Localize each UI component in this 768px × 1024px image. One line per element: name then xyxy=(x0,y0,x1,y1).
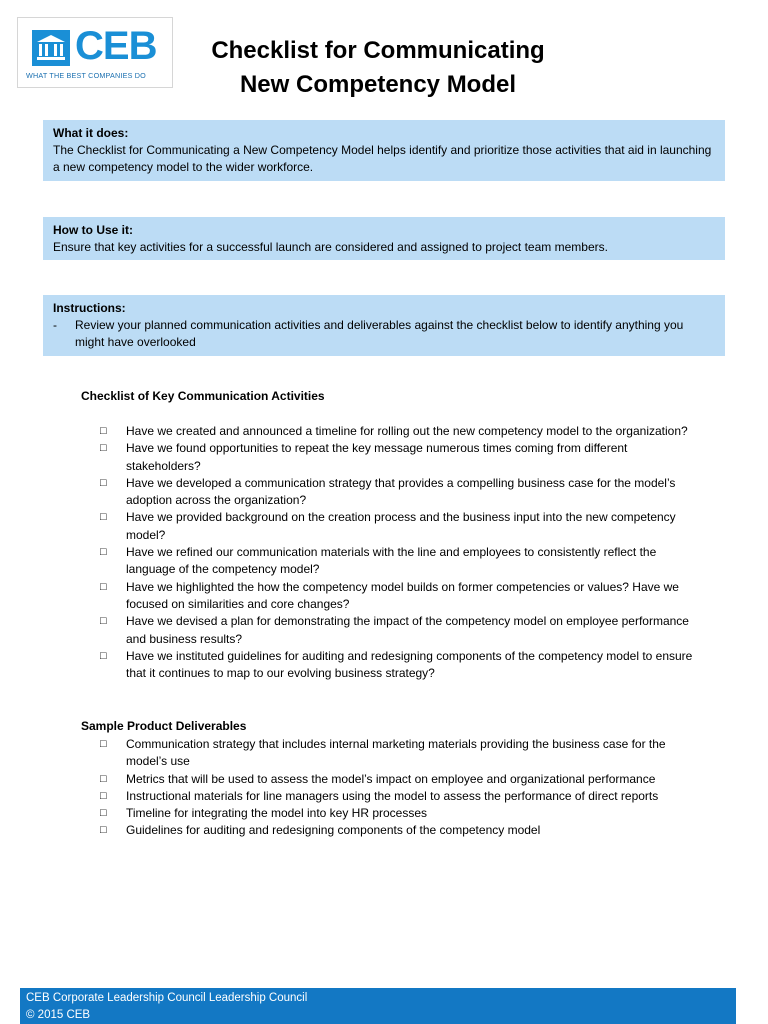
footer-line-1: CEB Corporate Leadership Council Leadership Council xyxy=(26,992,308,1004)
footer-line-2: © 2015 CEB xyxy=(26,1008,91,1021)
checklist-item[interactable] xyxy=(100,475,700,510)
checkbox-icon[interactable]: □ xyxy=(100,511,107,524)
what-it-does-box xyxy=(43,120,725,181)
checkbox-icon[interactable]: □ xyxy=(100,772,107,785)
checklist-heading: Checklist of Key Communication Activities xyxy=(81,389,325,403)
ceb-logo xyxy=(17,17,173,88)
checkbox-icon[interactable]: □ xyxy=(100,824,107,837)
checkbox-icon[interactable]: □ xyxy=(100,546,107,559)
deliverable-item[interactable] xyxy=(100,822,700,839)
logo-tagline: WHAT THE BEST COMPANIES DO xyxy=(26,71,146,80)
checkbox-icon[interactable]: □ xyxy=(100,580,107,593)
how-to-use-box xyxy=(43,217,725,260)
checkbox-icon[interactable]: □ xyxy=(100,442,107,455)
deliverable-item-text: Timeline for integrating the model into key HR processes xyxy=(126,806,428,821)
instructions-label: Instructions: xyxy=(53,301,126,315)
how-to-use-text: Ensure that key activities for a successful launch are considered and assigned to project team members. xyxy=(53,240,608,254)
checklist-item[interactable] xyxy=(100,423,700,440)
checklist-item-text: Have we highlighted the how the competency model builds on former competencies or values? Have we focused on similarities and core changes? xyxy=(126,579,679,611)
checklist-item-text: Have we refined our communication materials with the line and employees to consistently reflect the language of the competency model? xyxy=(126,545,657,577)
checklist-item[interactable] xyxy=(100,440,700,475)
deliverable-item[interactable] xyxy=(100,788,700,805)
checklist-item-text: Have we found opportunities to repeat the key message numerous times coming from different stakeholders? xyxy=(126,441,628,473)
page-title xyxy=(190,34,566,102)
page-footer xyxy=(20,988,736,1024)
deliverable-item-text: Metrics that will be used to assess the model’s impact on employee and organizational performance xyxy=(126,771,656,786)
checklist-item-text: Have we developed a communication strategy that provides a compelling business case for the model’s adoption across the organization? xyxy=(126,475,676,508)
checkbox-icon[interactable]: □ xyxy=(100,476,107,489)
checklist-list xyxy=(100,423,700,682)
title-line-2: New Competency Model xyxy=(239,71,517,98)
checklist-item[interactable] xyxy=(100,509,700,544)
deliverable-item[interactable] xyxy=(100,805,700,822)
checklist-item-text: Have we devised a plan for demonstrating the impact of the competency model on employee performance and business results? xyxy=(126,614,689,646)
logo-wordmark: CEB xyxy=(75,24,157,68)
checkbox-icon[interactable]: □ xyxy=(100,649,107,662)
instructions-item-text: Review your planned communication activities and deliverables against the checklist below to identify anything you might have overlooked xyxy=(75,318,684,349)
deliverables-list xyxy=(100,736,700,840)
checklist-item[interactable] xyxy=(100,648,700,683)
instructions-item xyxy=(53,317,715,351)
deliverable-item[interactable] xyxy=(100,771,700,788)
checklist-item-text: Have we provided background on the creation process and the business input into the new competency model? xyxy=(126,510,676,542)
checkbox-icon[interactable]: □ xyxy=(100,425,107,437)
checkbox-icon[interactable]: □ xyxy=(100,615,107,628)
title-line-1: Checklist for Communicating xyxy=(211,37,545,64)
instructions-box xyxy=(43,295,725,356)
checkbox-icon[interactable]: □ xyxy=(100,807,107,820)
deliverables-heading: Sample Product Deliverables xyxy=(81,719,247,733)
checklist-item[interactable] xyxy=(100,613,700,648)
checklist-item[interactable] xyxy=(100,544,700,579)
checklist-item-text: Have we created and announced a timeline for rolling out the new competency model to the organization? xyxy=(126,424,688,438)
checkbox-icon[interactable]: □ xyxy=(100,738,107,750)
deliverable-item-text: Instructional materials for line managers using the model to assess the performance of direct reports xyxy=(126,788,659,803)
checklist-item[interactable] xyxy=(100,579,700,614)
deliverable-item-text: Guidelines for auditing and redesigning components of the competency model xyxy=(126,823,541,838)
deliverable-item[interactable] xyxy=(100,736,700,771)
checklist-item-text: Have we instituted guidelines for auditing and redesigning components of the competency model to ensure that it continues to map to our evolving business strategy? xyxy=(126,648,693,681)
what-it-does-label: What it does: xyxy=(53,126,129,140)
building-icon xyxy=(32,30,70,66)
checkbox-icon[interactable]: □ xyxy=(100,789,107,802)
deliverable-item-text: Communication strategy that includes internal marketing materials providing the business case for the model’s use xyxy=(126,737,666,769)
dash-bullet: - xyxy=(53,318,57,332)
how-to-use-label: How to Use it: xyxy=(53,223,133,237)
what-it-does-text: The Checklist for Communicating a New Competency Model helps identify and prioritize those activities that aid in launching a new competency model to the wider workforce. xyxy=(53,143,712,174)
